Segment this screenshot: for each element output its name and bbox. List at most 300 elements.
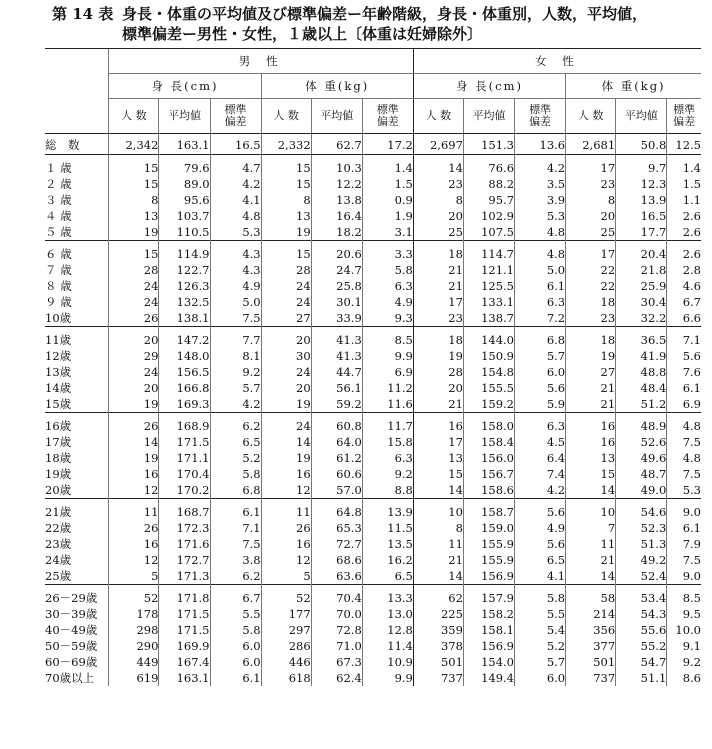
cell: 110.5 <box>159 224 210 241</box>
cell: 5.2 <box>515 638 566 654</box>
cell: 178 <box>109 606 159 622</box>
cell: 18 <box>566 294 616 310</box>
cell: 172.3 <box>159 520 210 536</box>
cell: 21 <box>413 396 463 413</box>
cell: 13.0 <box>362 606 413 622</box>
cell: 5.5 <box>515 606 566 622</box>
cell: 6.5 <box>515 552 566 568</box>
row-label: 25歳 <box>45 569 72 583</box>
cell: 15 <box>261 176 311 192</box>
cell: 12 <box>109 552 159 568</box>
cell: 14 <box>413 568 463 585</box>
cell: 163.1 <box>159 134 210 155</box>
cell: 8.6 <box>667 670 701 686</box>
cell: 6.4 <box>515 450 566 466</box>
cell: 14 <box>109 434 159 450</box>
cell: 107.5 <box>463 224 514 241</box>
cell: 2,332 <box>261 134 311 155</box>
cell: 4.1 <box>515 568 566 585</box>
cell: 20.4 <box>616 241 667 263</box>
cell: 28 <box>261 262 311 278</box>
row-label: ５ 歳 <box>45 225 72 239</box>
cell: 17 <box>413 294 463 310</box>
cell: 62.7 <box>311 134 362 155</box>
title-line-2: 標準偏差ー男性・女性，１歳以上〔体重は妊婦除外〕 <box>122 25 483 43</box>
cell: 5.6 <box>515 380 566 396</box>
col-count: 人 数 <box>413 99 463 134</box>
row-label: ４ 歳 <box>45 209 72 223</box>
row-label: 11歳 <box>45 327 109 349</box>
cell: 121.1 <box>463 262 514 278</box>
cell: 56.1 <box>311 380 362 396</box>
cell: 64.0 <box>311 434 362 450</box>
row-label: 24歳 <box>45 553 72 567</box>
cell: 4.9 <box>362 294 413 310</box>
cell: 4.8 <box>515 241 566 263</box>
cell: 4.9 <box>515 520 566 536</box>
cell: 158.0 <box>463 413 514 435</box>
row-label: ２ 歳 <box>45 177 72 191</box>
row-label: 16歳 <box>45 413 109 435</box>
cell: 32.2 <box>616 310 667 327</box>
cell: 7.5 <box>667 434 701 450</box>
cell: 52 <box>261 585 311 607</box>
cell: 55.6 <box>616 622 667 638</box>
cell: 54.6 <box>616 499 667 521</box>
cell: 10 <box>566 499 616 521</box>
cell: 6.3 <box>515 413 566 435</box>
cell: 8 <box>566 192 616 208</box>
cell: 20 <box>109 327 159 349</box>
cell: 7.1 <box>210 520 261 536</box>
table-row <box>45 568 701 585</box>
table-row <box>45 155 701 177</box>
cell: 13 <box>261 208 311 224</box>
cell: 21.8 <box>616 262 667 278</box>
row-label: 50－59歳 <box>45 639 98 653</box>
cell: 9.0 <box>667 499 701 521</box>
cell: 5.9 <box>515 396 566 413</box>
cell: 27 <box>566 364 616 380</box>
cell: 23 <box>413 310 463 327</box>
col-count: 人 数 <box>109 99 159 134</box>
row-label: 19歳 <box>45 467 72 481</box>
cell: 4.8 <box>667 413 701 435</box>
cell: 12.5 <box>667 134 701 155</box>
cell: 6.0 <box>210 654 261 670</box>
cell: 168.7 <box>159 499 210 521</box>
cell: 15.8 <box>362 434 413 450</box>
cell: 18.2 <box>311 224 362 241</box>
cell: 41.9 <box>616 348 667 364</box>
cell: 88.2 <box>463 176 514 192</box>
cell: 21 <box>566 380 616 396</box>
row-label: 18歳 <box>45 451 72 465</box>
cell: 356 <box>566 622 616 638</box>
cell: 7.6 <box>667 364 701 380</box>
cell: 58 <box>566 585 616 607</box>
cell: 14 <box>413 155 463 177</box>
cell: 11.6 <box>362 396 413 413</box>
cell: 169.3 <box>159 396 210 413</box>
total-row <box>45 134 701 155</box>
cell: 11.5 <box>362 520 413 536</box>
table-row <box>45 536 701 552</box>
table-row <box>45 606 701 622</box>
cell: 7.2 <box>515 310 566 327</box>
table-title <box>52 4 702 44</box>
row-label: ８ 歳 <box>45 279 72 293</box>
cell: 5.0 <box>210 294 261 310</box>
cell: 9.9 <box>362 670 413 686</box>
cell: 4.3 <box>210 241 261 263</box>
cell: 19 <box>109 396 159 413</box>
row-label: 26－29歳 <box>45 585 109 607</box>
cell: 24 <box>261 294 311 310</box>
cell: 619 <box>109 670 159 686</box>
header-male: 男 性 <box>109 49 414 74</box>
cell: 125.5 <box>463 278 514 294</box>
cell: 6.3 <box>362 278 413 294</box>
cell: 13.9 <box>362 499 413 521</box>
cell: 1.1 <box>667 192 701 208</box>
cell: 8.8 <box>362 482 413 499</box>
cell: 28 <box>109 262 159 278</box>
cell: 4.2 <box>515 155 566 177</box>
cell: 4.6 <box>667 278 701 294</box>
cell: 24 <box>261 413 311 435</box>
cell: 149.4 <box>463 670 514 686</box>
row-label: 30－39歳 <box>45 607 98 621</box>
cell: 9.5 <box>667 606 701 622</box>
cell: 163.1 <box>159 670 210 686</box>
cell: 25 <box>413 224 463 241</box>
cell: 15 <box>109 176 159 192</box>
cell: 52.3 <box>616 520 667 536</box>
cell: 49.6 <box>616 450 667 466</box>
cell: 5.8 <box>362 262 413 278</box>
row-label: ９ 歳 <box>45 295 72 309</box>
cell: 14 <box>566 482 616 499</box>
corner-cell <box>45 49 109 134</box>
cell: 9.2 <box>210 364 261 380</box>
cell: 5.6 <box>515 536 566 552</box>
cell: 102.9 <box>463 208 514 224</box>
cell: 9.1 <box>667 638 701 654</box>
cell: 89.0 <box>159 176 210 192</box>
cell: 72.7 <box>311 536 362 552</box>
cell: 4.2 <box>515 482 566 499</box>
cell: 13.8 <box>311 192 362 208</box>
col-sd: 標準偏差 <box>362 99 413 134</box>
cell: 5.3 <box>515 208 566 224</box>
cell: 151.3 <box>463 134 514 155</box>
cell: 6.5 <box>210 434 261 450</box>
cell: 4.8 <box>515 224 566 241</box>
row-label: ６ 歳 <box>45 241 109 263</box>
cell: 8.5 <box>667 585 701 607</box>
cell: 158.1 <box>463 622 514 638</box>
cell: 290 <box>109 638 159 654</box>
cell: 8.1 <box>210 348 261 364</box>
cell: 17.2 <box>362 134 413 155</box>
cell: 171.5 <box>159 622 210 638</box>
cell: 14 <box>566 568 616 585</box>
table-row <box>45 241 701 263</box>
cell: 5.2 <box>210 450 261 466</box>
cell: 16.4 <box>311 208 362 224</box>
cell: 6.1 <box>667 380 701 396</box>
cell: 52.4 <box>616 568 667 585</box>
cell: 2.8 <box>667 262 701 278</box>
col-count: 人 数 <box>566 99 616 134</box>
cell: 64.8 <box>311 499 362 521</box>
cell: 7.1 <box>667 327 701 349</box>
cell: 138.7 <box>463 310 514 327</box>
table-row <box>45 670 701 686</box>
cell: 159.0 <box>463 520 514 536</box>
cell: 133.1 <box>463 294 514 310</box>
cell: 33.9 <box>311 310 362 327</box>
row-label: 10歳 <box>45 311 72 325</box>
cell: 13.6 <box>515 134 566 155</box>
cell: 68.6 <box>311 552 362 568</box>
cell: 15 <box>413 466 463 482</box>
cell: 60.6 <box>311 466 362 482</box>
col-mean: 平均値 <box>616 99 667 134</box>
cell: 7.9 <box>667 536 701 552</box>
cell: 6.6 <box>667 310 701 327</box>
cell: 5.3 <box>210 224 261 241</box>
cell: 158.7 <box>463 499 514 521</box>
cell: 132.5 <box>159 294 210 310</box>
cell: 24 <box>109 294 159 310</box>
cell: 156.0 <box>463 450 514 466</box>
cell: 737 <box>413 670 463 686</box>
cell: 5.8 <box>210 466 261 482</box>
cell: 11.4 <box>362 638 413 654</box>
cell: 6.2 <box>210 413 261 435</box>
cell: 30.1 <box>311 294 362 310</box>
cell: 70.0 <box>311 606 362 622</box>
cell: 62 <box>413 585 463 607</box>
cell: 13 <box>413 450 463 466</box>
cell: 20 <box>261 380 311 396</box>
cell: 21 <box>413 278 463 294</box>
cell: 10 <box>413 499 463 521</box>
cell: 21 <box>413 552 463 568</box>
cell: 10.9 <box>362 654 413 670</box>
cell: 1.4 <box>667 155 701 177</box>
cell: 24 <box>261 364 311 380</box>
cell: 1.9 <box>362 208 413 224</box>
cell: 51.1 <box>616 670 667 686</box>
cell: 20 <box>413 380 463 396</box>
table-row <box>45 638 701 654</box>
cell: 17 <box>413 434 463 450</box>
cell: 16 <box>413 413 463 435</box>
cell: 126.3 <box>159 278 210 294</box>
cell: 359 <box>413 622 463 638</box>
cell: 6.2 <box>210 568 261 585</box>
cell: 11 <box>413 536 463 552</box>
cell: 13 <box>109 208 159 224</box>
cell: 5.7 <box>515 348 566 364</box>
cell: 14 <box>261 434 311 450</box>
cell: 0.9 <box>362 192 413 208</box>
table-row <box>45 482 701 499</box>
cell: 4.2 <box>210 396 261 413</box>
cell: 378 <box>413 638 463 654</box>
cell: 4.5 <box>515 434 566 450</box>
cell: 8 <box>109 192 159 208</box>
cell: 76.6 <box>463 155 514 177</box>
row-label: １ 歳 <box>45 161 72 175</box>
cell: 3.1 <box>362 224 413 241</box>
cell: 12 <box>109 482 159 499</box>
cell: 6.0 <box>515 670 566 686</box>
table-body <box>45 134 701 687</box>
cell: 95.6 <box>159 192 210 208</box>
cell: 54.3 <box>616 606 667 622</box>
cell: 19 <box>109 450 159 466</box>
row-label: 15歳 <box>45 397 72 411</box>
cell: 8 <box>413 192 463 208</box>
cell: 11.2 <box>362 380 413 396</box>
row-label: 22歳 <box>45 521 72 535</box>
col-sd: 標準偏差 <box>515 99 566 134</box>
cell: 11 <box>261 499 311 521</box>
cell: 156.9 <box>463 638 514 654</box>
table-row <box>45 552 701 568</box>
cell: 59.2 <box>311 396 362 413</box>
cell: 19 <box>109 224 159 241</box>
cell: 13.3 <box>362 585 413 607</box>
cell: 72.8 <box>311 622 362 638</box>
header-male-height: 身 長(cm) <box>109 74 261 99</box>
cell: 6.1 <box>667 520 701 536</box>
cell: 9.0 <box>667 568 701 585</box>
cell: 4.3 <box>210 262 261 278</box>
cell: 7.4 <box>515 466 566 482</box>
cell: 36.5 <box>616 327 667 349</box>
cell: 5 <box>109 568 159 585</box>
cell: 169.9 <box>159 638 210 654</box>
cell: 26 <box>109 413 159 435</box>
cell: 9.3 <box>362 310 413 327</box>
cell: 25.9 <box>616 278 667 294</box>
cell: 171.6 <box>159 536 210 552</box>
cell: 148.0 <box>159 348 210 364</box>
header-female: 女 性 <box>413 49 701 74</box>
cell: 377 <box>566 638 616 654</box>
cell: 156.5 <box>159 364 210 380</box>
cell: 3.3 <box>362 241 413 263</box>
cell: 7.5 <box>667 466 701 482</box>
cell: 6.3 <box>362 450 413 466</box>
cell: 2,342 <box>109 134 159 155</box>
cell: 7 <box>566 520 616 536</box>
cell: 5.4 <box>515 622 566 638</box>
cell: 53.4 <box>616 585 667 607</box>
cell: 20.6 <box>311 241 362 263</box>
title-line-1: 身長・体重の平均値及び標準偏差ー年齢階級，身長・体重別，人数，平均値， <box>122 5 648 23</box>
cell: 25.8 <box>311 278 362 294</box>
cell: 177 <box>261 606 311 622</box>
cell: 16 <box>261 536 311 552</box>
cell: 70.4 <box>311 585 362 607</box>
row-label: 17歳 <box>45 435 72 449</box>
cell: 9.7 <box>616 155 667 177</box>
row-label: 総 数 <box>45 134 109 155</box>
cell: 15 <box>109 155 159 177</box>
cell: 4.8 <box>210 208 261 224</box>
cell: 17.7 <box>616 224 667 241</box>
table-row <box>45 585 701 607</box>
cell: 6.9 <box>667 396 701 413</box>
row-label: 23歳 <box>45 537 72 551</box>
cell: 501 <box>413 654 463 670</box>
cell: 2.6 <box>667 208 701 224</box>
cell: 25 <box>566 224 616 241</box>
cell: 1.4 <box>362 155 413 177</box>
cell: 157.9 <box>463 585 514 607</box>
cell: 17 <box>566 155 616 177</box>
cell: 16.5 <box>616 208 667 224</box>
cell: 144.0 <box>463 327 514 349</box>
cell: 5.0 <box>515 262 566 278</box>
cell: 63.6 <box>311 568 362 585</box>
cell: 138.1 <box>159 310 210 327</box>
cell: 13.9 <box>616 192 667 208</box>
cell: 7.5 <box>667 552 701 568</box>
cell: 6.0 <box>210 638 261 654</box>
cell: 286 <box>261 638 311 654</box>
cell: 48.4 <box>616 380 667 396</box>
cell: 298 <box>109 622 159 638</box>
cell: 8 <box>413 520 463 536</box>
cell: 44.7 <box>311 364 362 380</box>
cell: 24.7 <box>311 262 362 278</box>
cell: 22 <box>566 262 616 278</box>
cell: 225 <box>413 606 463 622</box>
cell: 48.9 <box>616 413 667 435</box>
cell: 158.6 <box>463 482 514 499</box>
cell: 8.5 <box>362 327 413 349</box>
cell: 5.7 <box>515 654 566 670</box>
row-label: ７ 歳 <box>45 263 72 277</box>
cell: 150.9 <box>463 348 514 364</box>
cell: 5.5 <box>210 606 261 622</box>
cell: 2.6 <box>667 241 701 263</box>
table-row <box>45 450 701 466</box>
table-row <box>45 310 701 327</box>
cell: 12 <box>261 482 311 499</box>
row-label: 12歳 <box>45 349 72 363</box>
cell: 12.3 <box>616 176 667 192</box>
cell: 17 <box>566 241 616 263</box>
col-sd: 標準偏差 <box>210 99 261 134</box>
cell: 19 <box>413 348 463 364</box>
cell: 13.5 <box>362 536 413 552</box>
cell: 3.5 <box>515 176 566 192</box>
cell: 60.8 <box>311 413 362 435</box>
header-female-weight: 体 重(kg) <box>566 74 701 99</box>
cell: 618 <box>261 670 311 686</box>
cell: 167.4 <box>159 654 210 670</box>
cell: 12 <box>261 552 311 568</box>
cell: 19 <box>261 450 311 466</box>
